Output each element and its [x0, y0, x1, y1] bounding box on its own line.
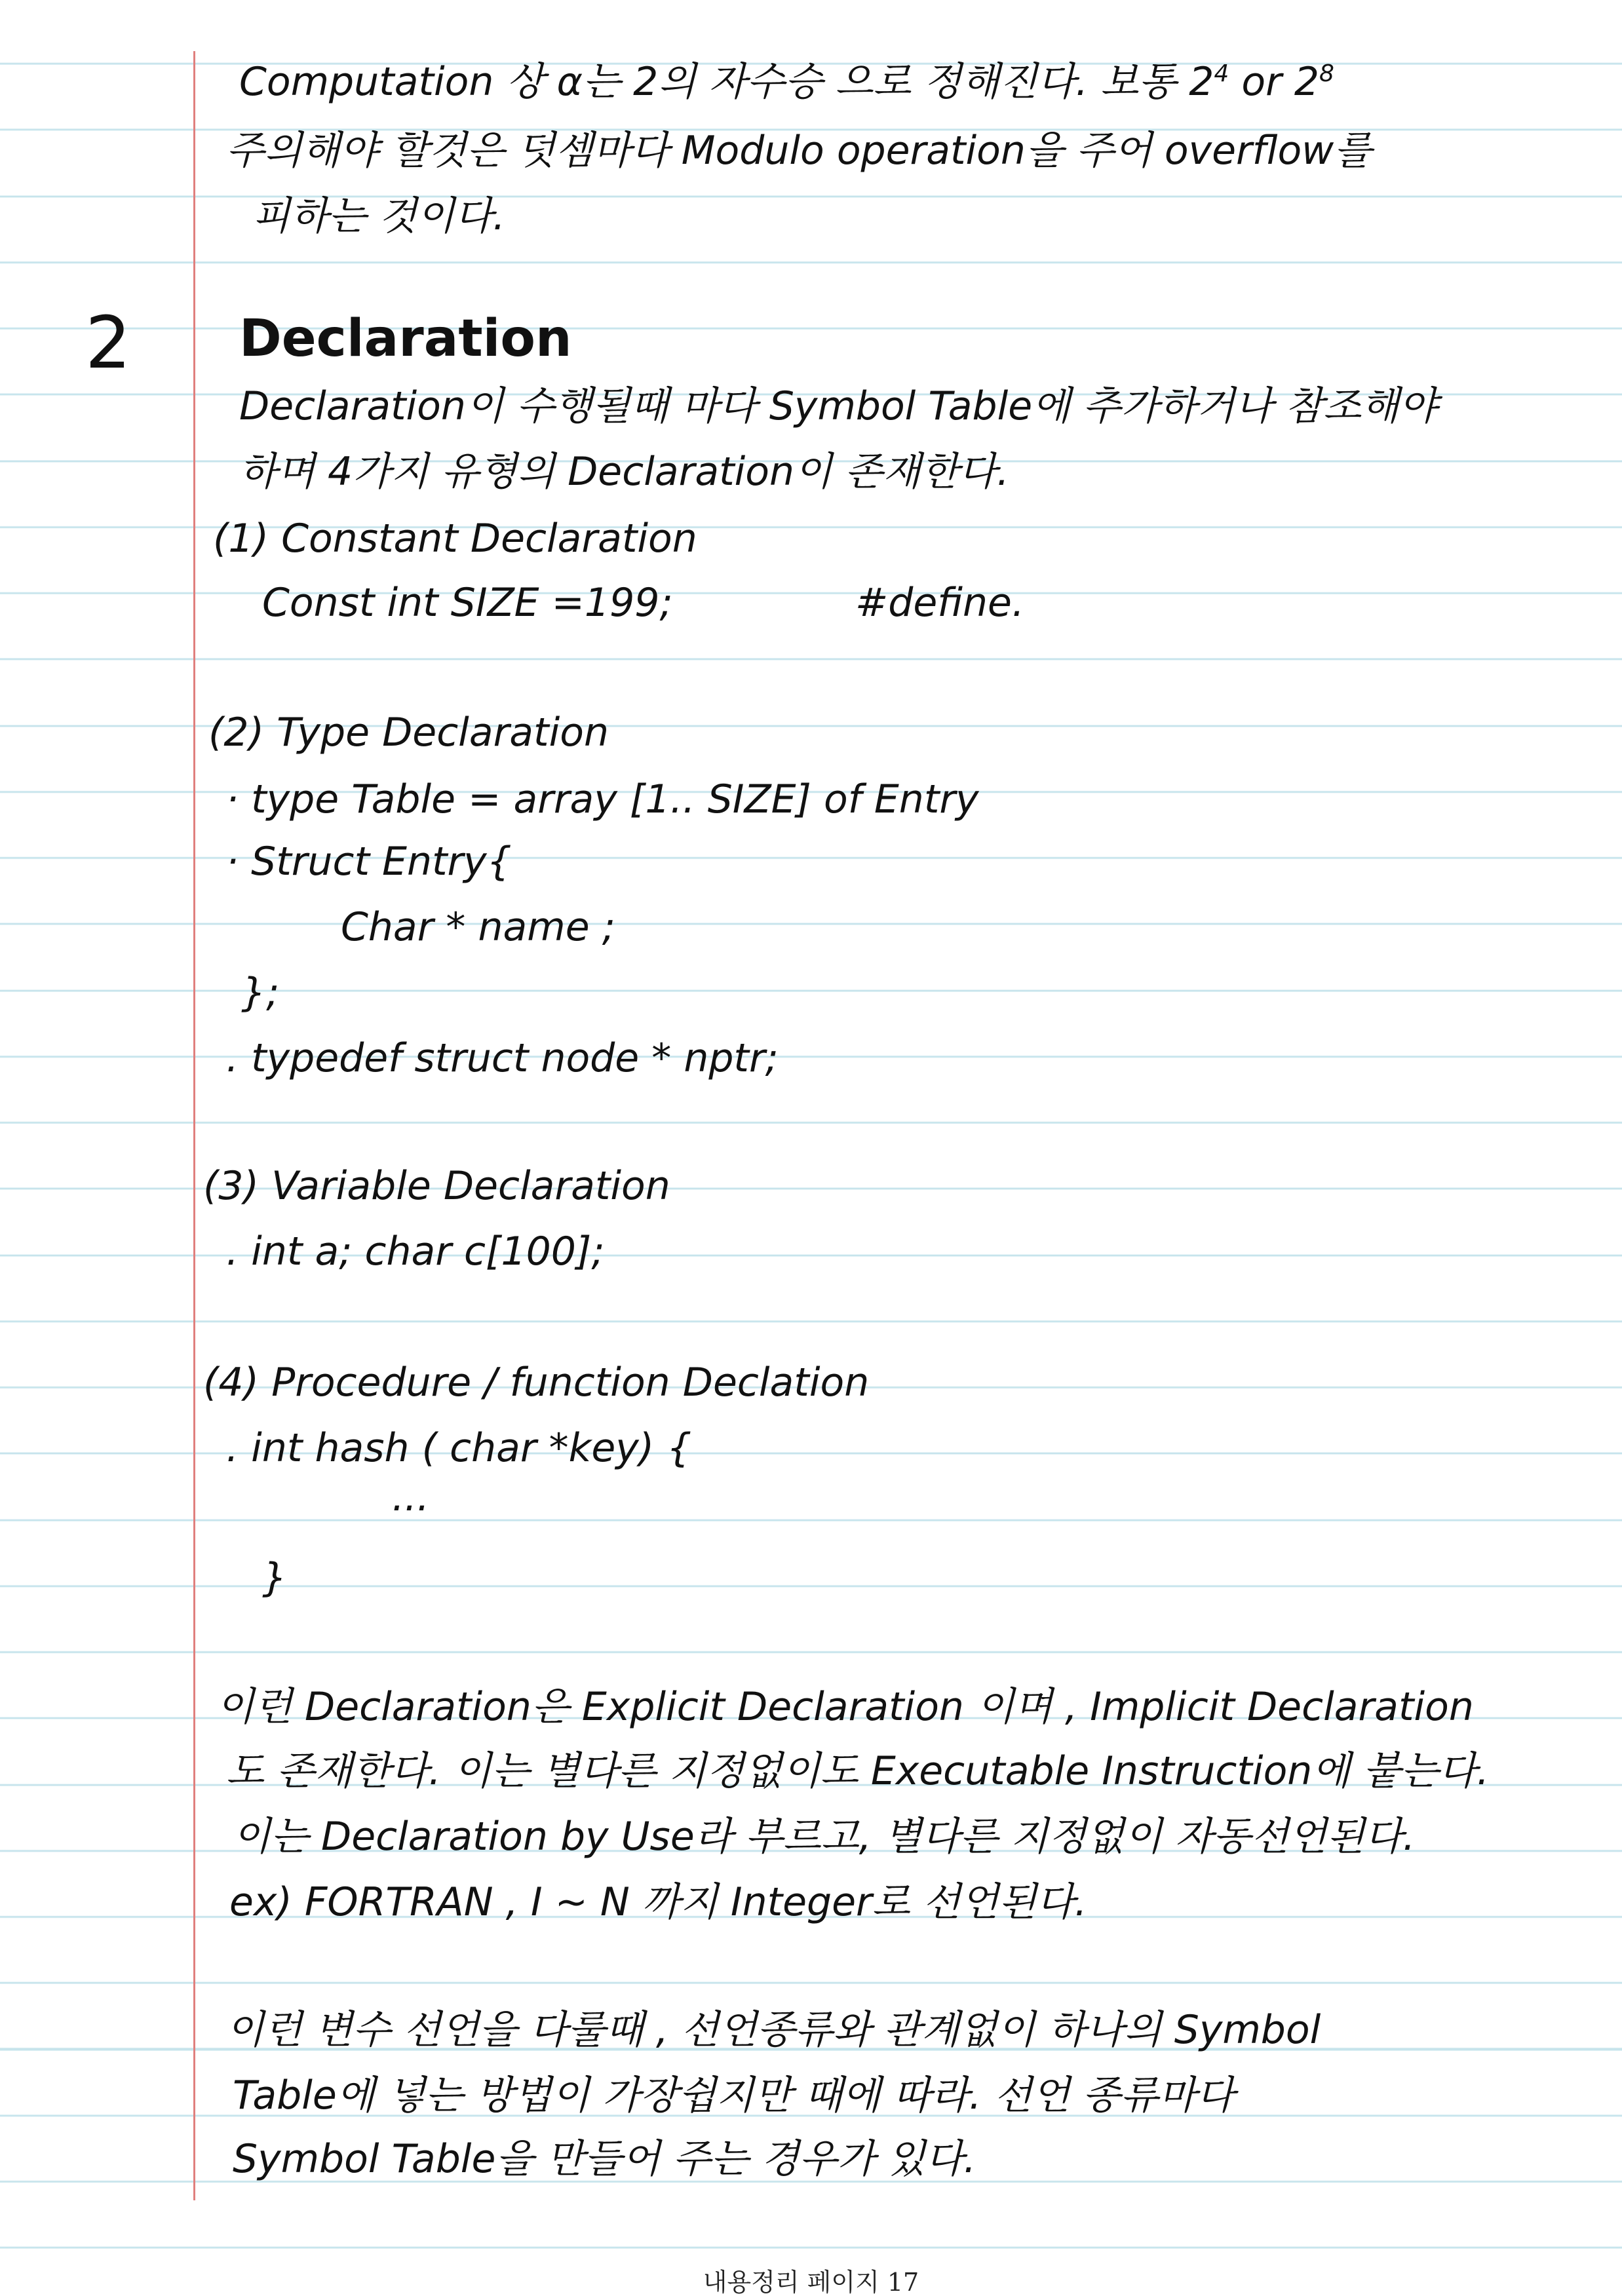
- intro-line-2: 주의해야 할것은 덧셈마다 Modulo operation을 주어 overflow를: [226, 128, 1372, 174]
- intro-line-1-text: Computation 상 α는 2의 자수승 으로 정해진다. 보통 2: [239, 59, 1214, 105]
- variable-line-1: . int a; char c[100];: [226, 1229, 605, 1274]
- margin-line: [193, 51, 195, 2200]
- procedure-line-2: ...: [392, 1474, 430, 1520]
- intro-line-1: [239, 59, 1334, 105]
- variable-heading: (3) Variable Declaration: [203, 1163, 670, 1209]
- explicit-note-line-3: 이는 Declaration by Use라 부르고, 별다른 지정없이 자동선언된다.: [233, 1814, 1416, 1860]
- intro-line-1-mid: or 2: [1241, 59, 1319, 105]
- explicit-note-line-4: ex) FORTRAN , I ~ N 까지 Integer로 선언된다.: [229, 1879, 1087, 1925]
- symbol-note-line-3: Symbol Table을 만들어 주는 경우가 있다.: [233, 2136, 976, 2182]
- type-line-5: . typedef struct node * nptr;: [226, 1035, 779, 1081]
- constant-example-code: Const int SIZE =199;: [262, 580, 673, 626]
- type-heading: (2) Type Declaration: [208, 710, 609, 756]
- type-line-4: };: [241, 970, 280, 1016]
- intro-line-3: 피하는 것이다.: [252, 193, 505, 239]
- section-number: 2: [85, 301, 131, 385]
- page-footer: 내용정리 페이지 17: [703, 2268, 919, 2296]
- procedure-line-3: }: [262, 1555, 288, 1601]
- procedure-heading: (4) Procedure / function Declation: [203, 1360, 870, 1406]
- section-intro-line-1: Declaration이 수행될때 마다 Symbol Table에 추가하거나 참조해야: [239, 383, 1437, 429]
- symbol-note-line-1: 이런 변수 선언을 다룰때 , 선언종류와 관계없이 하나의 Symbol: [226, 2007, 1321, 2053]
- explicit-note-line-2: 도 존재한다. 이는 별다른 지정없이도 Executable Instruction에 붙는다.: [226, 1748, 1490, 1794]
- procedure-line-1: . int hash ( char *key) {: [226, 1425, 692, 1471]
- constant-heading: (1) Constant Declaration: [213, 516, 697, 562]
- intro-exponent-2: 8: [1319, 60, 1334, 87]
- constant-example-define: #define.: [855, 580, 1025, 626]
- type-line-2: · Struct Entry{: [226, 839, 512, 885]
- section-title: Declaration: [239, 309, 572, 368]
- type-line-3: Char * name ;: [341, 904, 615, 950]
- symbol-note-line-2: Table에 넣는 방법이 가장쉽지만 때에 따라. 선언 종류마다: [233, 2073, 1235, 2118]
- explicit-note-line-1: 이런 Declaration은 Explicit Declaration 이며 , Implicit Declaration: [216, 1684, 1474, 1730]
- intro-exponent-1: 4: [1214, 60, 1229, 87]
- section-intro-line-2: 하며 4가지 유형의 Declaration이 존재한다.: [239, 449, 1009, 495]
- type-line-1: · type Table = array [1.. SIZE] of Entry: [226, 776, 979, 822]
